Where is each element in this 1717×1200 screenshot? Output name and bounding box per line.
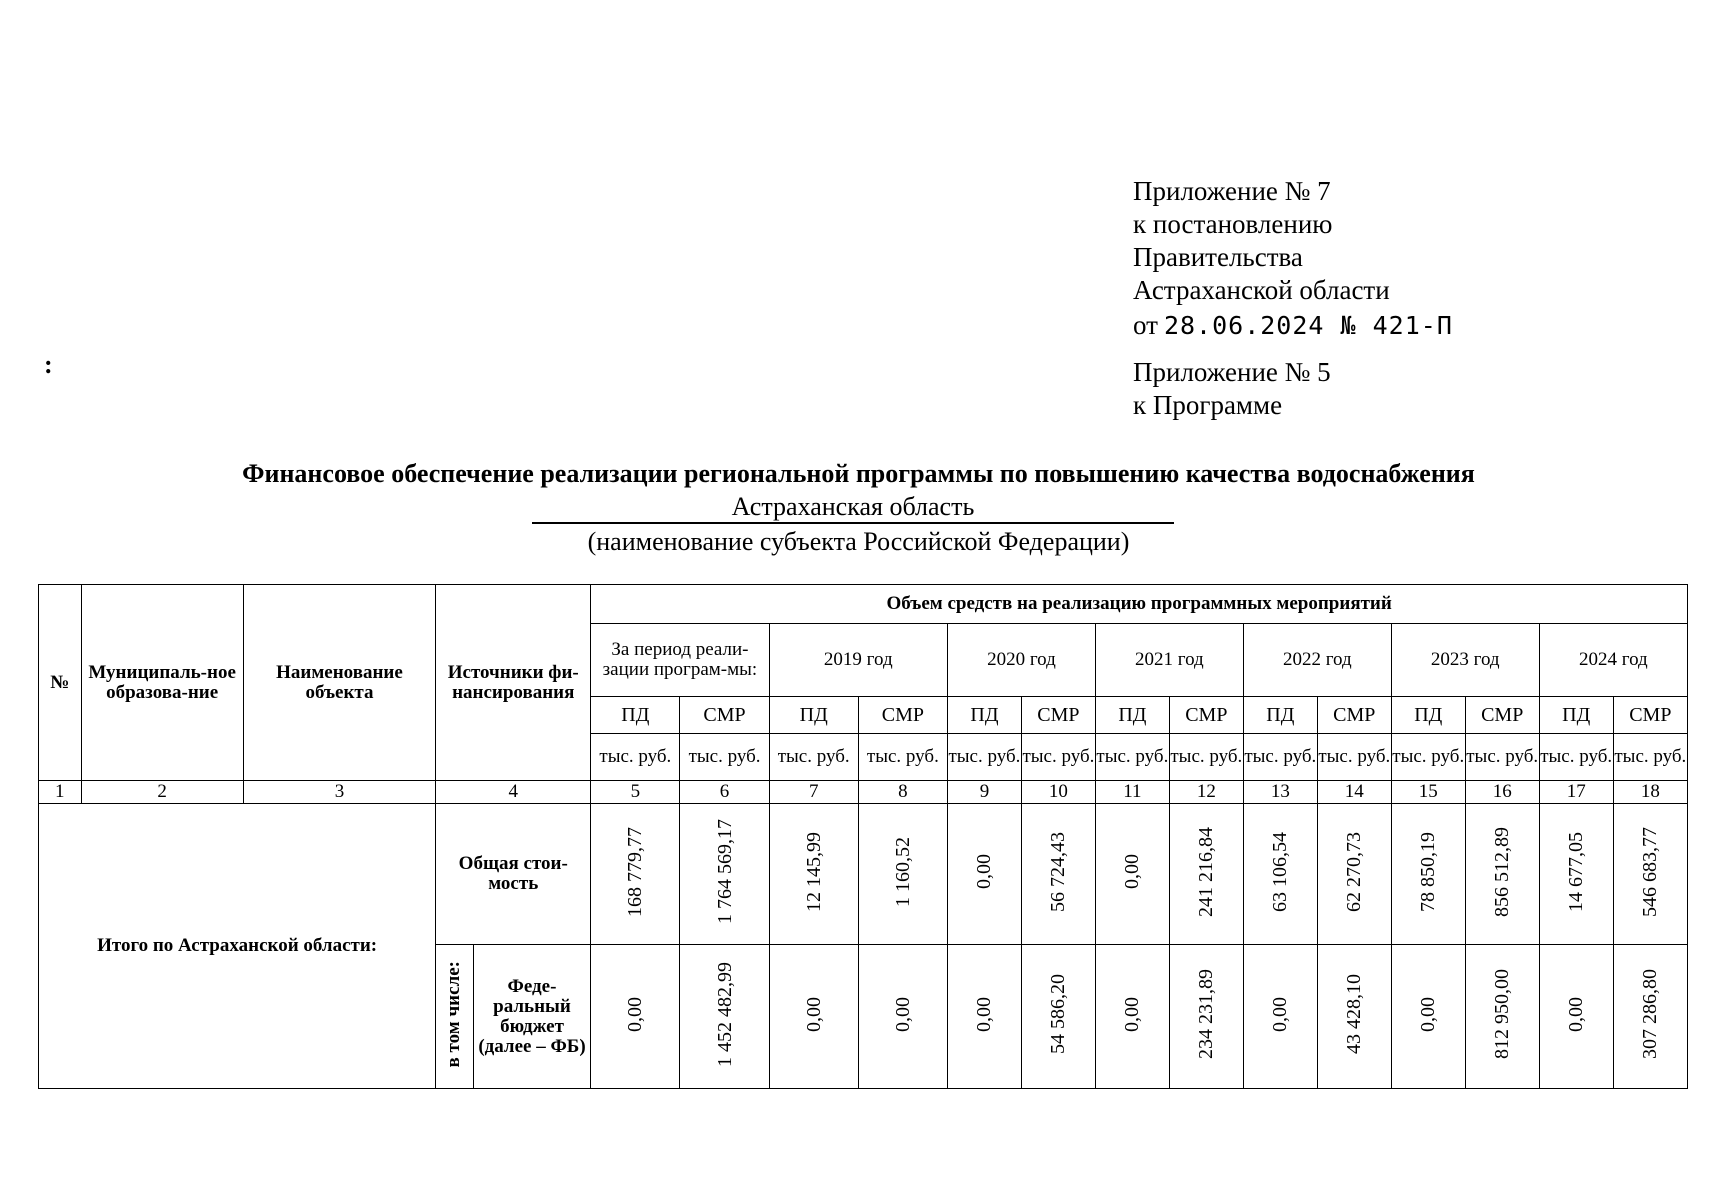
header-municipality: Муниципаль-ное образова-ние: [81, 585, 243, 781]
header-smr: СМР: [1465, 697, 1539, 734]
column-number: 5: [591, 781, 680, 804]
header-pd: ПД: [1391, 697, 1465, 734]
value-cell: 1 452 482,99: [680, 945, 769, 1089]
header-unit: тыс. руб.: [591, 734, 680, 781]
value-cell: 43 428,10: [1317, 945, 1391, 1089]
header-smr: СМР: [1317, 697, 1391, 734]
value-cell: 12 145,99: [769, 804, 858, 945]
value-cell: 63 106,54: [1243, 804, 1317, 945]
header-unit: тыс. руб.: [769, 734, 858, 781]
value-cell: 0,00: [769, 945, 858, 1089]
column-number: 10: [1021, 781, 1095, 804]
header-volume: Объем средств на реализацию программных мероприятий: [591, 585, 1688, 624]
value-cell: 14 677,05: [1539, 804, 1613, 945]
value-cell: 0,00: [947, 804, 1021, 945]
value-cell: 62 270,73: [1317, 804, 1391, 945]
header-year: 2019 год: [769, 624, 947, 697]
value-cell: 241 216,84: [1169, 804, 1243, 945]
header-unit: тыс. руб.: [947, 734, 1021, 781]
header-object: Наименование объекта: [243, 585, 436, 781]
value-cell: 0,00: [1243, 945, 1317, 1089]
date-stamp: 28.06.2024 № 421-П: [1163, 311, 1453, 340]
column-number: 13: [1243, 781, 1317, 804]
value-cell: 78 850,19: [1391, 804, 1465, 945]
source-label: Общая стои-мость: [436, 804, 591, 945]
value-cell: 1 160,52: [858, 804, 947, 945]
total-label: Итого по Астраханской области:: [39, 804, 436, 1089]
header-sources: Источники фи-нансирования: [436, 585, 591, 781]
value-cell: 0,00: [1095, 945, 1169, 1089]
value-cell: 168 779,77: [591, 804, 680, 945]
column-number: 3: [243, 781, 436, 804]
header-year: 2020 год: [947, 624, 1095, 697]
header-pd: ПД: [1243, 697, 1317, 734]
header-pd: ПД: [1095, 697, 1169, 734]
column-number: 17: [1539, 781, 1613, 804]
header-pd: ПД: [769, 697, 858, 734]
header-unit: тыс. руб.: [858, 734, 947, 781]
value-cell: 0,00: [947, 945, 1021, 1089]
header-year: 2021 год: [1095, 624, 1243, 697]
column-number: 11: [1095, 781, 1169, 804]
column-number: 6: [680, 781, 769, 804]
appendix-date-line: [1133, 309, 1453, 342]
stray-mark: :: [44, 350, 53, 379]
value-cell: 307 286,80: [1613, 945, 1687, 1089]
header-smr: СМР: [858, 697, 947, 734]
header-smr: СМР: [1021, 697, 1095, 734]
column-number: 7: [769, 781, 858, 804]
value-cell: 56 724,43: [1021, 804, 1095, 945]
value-cell: 1 764 569,17: [680, 804, 769, 945]
appendix-line: к постановлению: [1133, 209, 1333, 239]
header-smr: СМР: [680, 697, 769, 734]
appendix-block: [1133, 175, 1453, 422]
source-label: Феде-ральный бюджет (далее – ФБ): [473, 945, 591, 1089]
header-unit: тыс. руб.: [1243, 734, 1317, 781]
column-number: 18: [1613, 781, 1687, 804]
header-smr: СМР: [1169, 697, 1243, 734]
header-pd: ПД: [591, 697, 680, 734]
value-cell: 0,00: [1095, 804, 1169, 945]
header-year: 2022 год: [1243, 624, 1391, 697]
appendix-line: к Программе: [1133, 390, 1283, 420]
appendix-line: Правительства: [1133, 242, 1303, 272]
header-unit: тыс. руб.: [680, 734, 769, 781]
financing-table: [38, 584, 1688, 1089]
value-cell: 546 683,77: [1613, 804, 1687, 945]
value-cell: 0,00: [591, 945, 680, 1089]
header-period: За период реали-зации програм-мы:: [591, 624, 769, 697]
header-unit: тыс. руб.: [1539, 734, 1613, 781]
in-that-number-label: в том числе:: [436, 945, 473, 1089]
header-unit: тыс. руб.: [1169, 734, 1243, 781]
column-number: 2: [81, 781, 243, 804]
appendix-line: Астраханской области: [1133, 275, 1390, 305]
date-prefix: от: [1133, 310, 1158, 340]
header-year: 2023 год: [1391, 624, 1539, 697]
header-pd: ПД: [1539, 697, 1613, 734]
value-cell: 234 231,89: [1169, 945, 1243, 1089]
header-no: №: [39, 585, 82, 781]
region-name: Астраханская область: [532, 492, 1174, 524]
column-number: 8: [858, 781, 947, 804]
column-number: 9: [947, 781, 1021, 804]
document-title: Финансовое обеспечение реализации региональной программы по повышению качества водоснабжения: [242, 459, 1475, 488]
value-cell: 0,00: [1539, 945, 1613, 1089]
header-unit: тыс. руб.: [1465, 734, 1539, 781]
value-cell: 0,00: [858, 945, 947, 1089]
value-cell: 0,00: [1391, 945, 1465, 1089]
column-number: 4: [436, 781, 591, 804]
header-unit: тыс. руб.: [1613, 734, 1687, 781]
column-number: 15: [1391, 781, 1465, 804]
header-unit: тыс. руб.: [1021, 734, 1095, 781]
header-year: 2024 год: [1539, 624, 1687, 697]
header-pd: ПД: [947, 697, 1021, 734]
value-cell: 812 950,00: [1465, 945, 1539, 1089]
appendix-line: Приложение № 5: [1133, 357, 1331, 387]
header-unit: тыс. руб.: [1317, 734, 1391, 781]
value-cell: 856 512,89: [1465, 804, 1539, 945]
header-unit: тыс. руб.: [1095, 734, 1169, 781]
value-cell: 54 586,20: [1021, 945, 1095, 1089]
region-note: (наименование субъекта Российской Федерации): [587, 527, 1130, 556]
header-unit: тыс. руб.: [1391, 734, 1465, 781]
column-number: 16: [1465, 781, 1539, 804]
appendix-line: Приложение № 7: [1133, 176, 1331, 206]
column-number: 1: [39, 781, 82, 804]
column-number: 12: [1169, 781, 1243, 804]
table-row: [39, 804, 1688, 945]
column-number: 14: [1317, 781, 1391, 804]
header-smr: СМР: [1613, 697, 1687, 734]
column-number-row: [39, 781, 1688, 804]
